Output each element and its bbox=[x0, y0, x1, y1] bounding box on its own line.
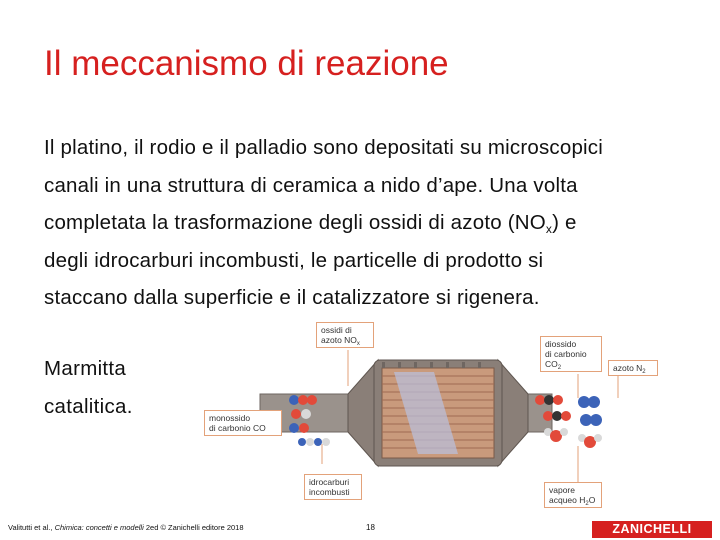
label-line: incombusti bbox=[309, 487, 350, 497]
caption-line: catalitica. bbox=[44, 394, 133, 418]
body-line: staccano dalla superficie e il catalizzatore si rigenera. bbox=[44, 286, 540, 309]
footer-citation bbox=[8, 523, 244, 532]
label-line: azoto $N_2$ bbox=[613, 363, 646, 375]
label-carbon-monoxide bbox=[204, 410, 282, 436]
publisher-logo: ZANICHELLI bbox=[592, 521, 712, 538]
body-line bbox=[44, 204, 714, 242]
label-water-vapor bbox=[544, 482, 602, 508]
label-line: diossido bbox=[545, 339, 577, 349]
citation-book-title: Chimica: concetti e modelli bbox=[54, 523, 144, 532]
slide-footer bbox=[0, 518, 720, 540]
slide-title: Il meccanismo di reazione bbox=[44, 44, 449, 83]
page-number: 18 bbox=[366, 523, 375, 532]
body-paragraph bbox=[44, 129, 714, 317]
body-line-text: ) e bbox=[552, 211, 577, 234]
label-line: $CO_2$ bbox=[545, 359, 562, 371]
figure-caption bbox=[44, 350, 133, 425]
caption-line: Marmitta bbox=[44, 357, 127, 380]
subscript: x bbox=[545, 222, 553, 236]
label-hydrocarbons bbox=[304, 474, 362, 500]
label-nitrogen bbox=[608, 360, 658, 376]
label-line: monossido bbox=[209, 413, 251, 423]
label-line: di carbonio bbox=[545, 349, 587, 359]
label-nitrogen-oxides bbox=[316, 322, 374, 348]
citation-authors: Valitutti et al., bbox=[8, 523, 55, 532]
body-line-text: completata la trasformazione degli ossidi di azoto (NO bbox=[44, 211, 546, 234]
label-line: acqueo $H_2O$ bbox=[549, 495, 596, 507]
citation-edition: 2ed © Zanichelli editore 2018 bbox=[143, 523, 244, 532]
label-line: vapore bbox=[549, 485, 575, 495]
body-line: degli idrocarburi incombusti, le particelle di prodotto si bbox=[44, 248, 544, 272]
label-line: di carbonio CO bbox=[209, 423, 266, 433]
label-line: idrocarburi bbox=[309, 477, 350, 487]
label-carbon-dioxide bbox=[540, 336, 602, 372]
body-line: Il platino, il rodio e il palladio sono depositati su microscopici bbox=[44, 136, 604, 159]
label-line: ossidi di bbox=[321, 325, 352, 335]
catalytic-converter-diagram bbox=[198, 316, 670, 516]
label-line: azoto $NO_x$ bbox=[321, 335, 360, 347]
body-line: canali in una struttura di ceramica a nido d’ape. Una volta bbox=[44, 173, 578, 197]
